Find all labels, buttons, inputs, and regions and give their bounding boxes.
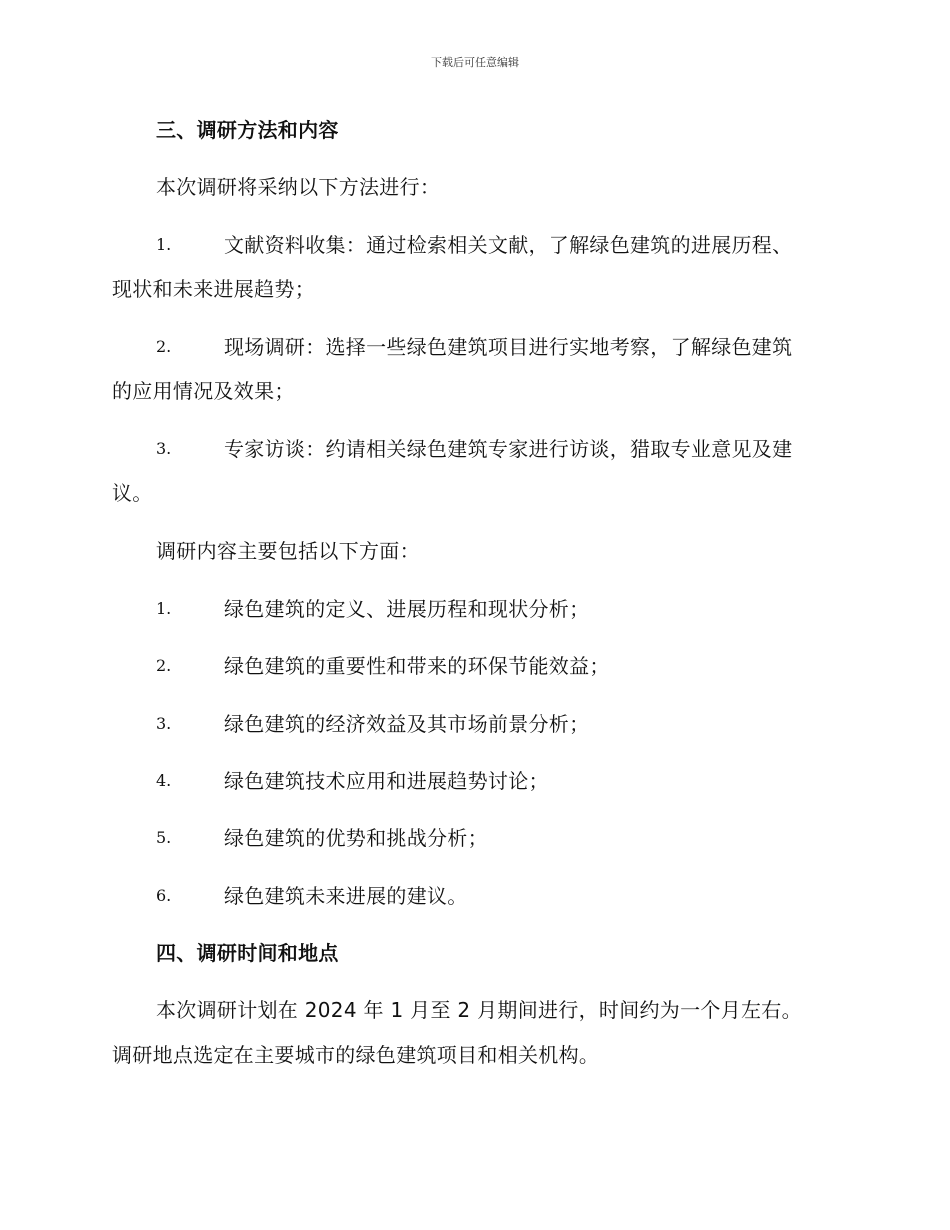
paragraph: 本次调研计划在 2024 年 1 月至 2 月期间进行，时间约为一个月左右。 [156, 998, 802, 1022]
list-item-text: 绿色建筑的定义、进展历程和现状分析； [224, 597, 590, 621]
list-item-text: 绿色建筑的优势和挑战分析； [224, 826, 488, 850]
list-number: 4. [156, 771, 172, 790]
list-item-continuation: 议。 [112, 481, 153, 505]
list-item-text: 文献资料收集：通过检索相关文献，了解绿色建筑的进展历程、 [224, 233, 793, 257]
section-heading: 三、调研方法和内容 [156, 118, 339, 142]
list-item-text: 绿色建筑的经济效益及其市场前景分析； [224, 712, 590, 736]
list-item-text: 绿色建筑技术应用和进展趋势讨论； [224, 769, 549, 793]
paragraph: 调研内容主要包括以下方面： [156, 539, 420, 563]
list-item-continuation: 的应用情况及效果； [112, 379, 295, 403]
list-item-text: 绿色建筑未来进展的建议。 [224, 884, 468, 908]
list-number: 3. [156, 439, 172, 458]
paragraph: 本次调研将采纳以下方法进行： [156, 175, 441, 199]
list-item-text: 专家访谈：约请相关绿色建筑专家进行访谈，猎取专业意见及建 [224, 437, 793, 461]
list-number: 5. [156, 828, 172, 847]
list-number: 1. [156, 235, 172, 254]
list-item-continuation: 现状和未来进展趋势； [112, 277, 315, 301]
list-number: 6. [156, 886, 172, 905]
paragraph-continuation: 调研地点选定在主要城市的绿色建筑项目和相关机构。 [112, 1043, 600, 1067]
list-item-text: 绿色建筑的重要性和带来的环保节能效益； [224, 654, 610, 678]
list-item-text: 现场调研：选择一些绿色建筑项目进行实地考察，了解绿色建筑 [224, 335, 793, 359]
list-number: 2. [156, 337, 172, 356]
section-heading: 四、调研时间和地点 [156, 941, 339, 965]
page-header: 下载后可任意编辑 [431, 56, 519, 69]
list-number: 3. [156, 714, 172, 733]
list-number: 2. [156, 656, 172, 675]
list-number: 1. [156, 599, 172, 618]
